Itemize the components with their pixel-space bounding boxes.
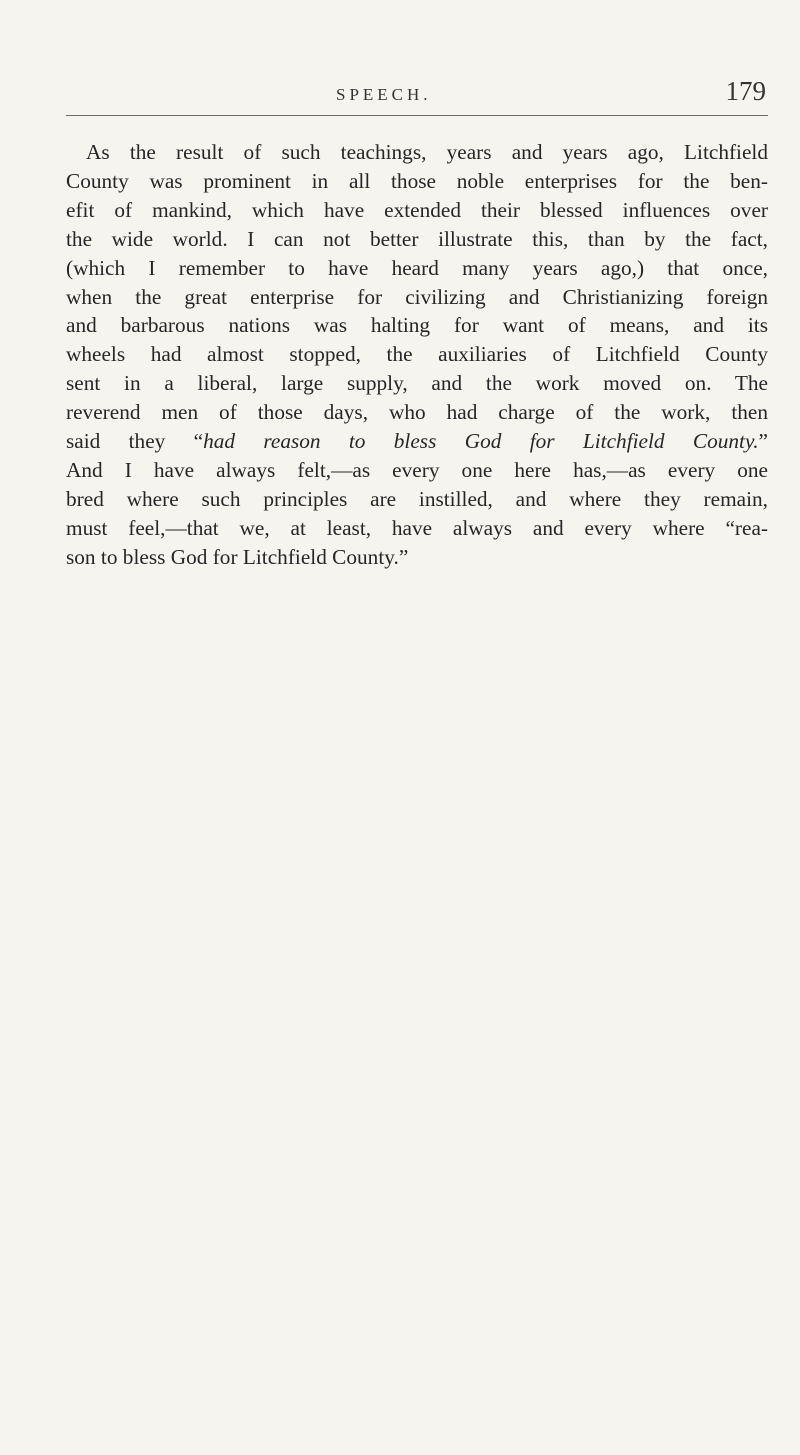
text-line: efit of mankind, which have extended their blessed influences over [66, 197, 768, 222]
text-line: bred where such principles are instilled, and where they remain, [66, 486, 768, 511]
body-paragraph [66, 138, 768, 572]
text-line: And I have always felt,—as every one here has,—as every one [66, 457, 768, 482]
text-line: reverend men of those days, who had charge of the work, then [66, 400, 768, 425]
text-line: sent in a liberal, large supply, and the work moved on. The [66, 371, 768, 396]
quote-prefix: said they “ [66, 429, 204, 454]
page-number: 179 [725, 76, 766, 106]
italic-quotation: had reason to bless God for Litchfield County. [203, 429, 759, 454]
running-title: SPEECH. [336, 85, 432, 104]
running-head [66, 76, 766, 116]
text-line-last: son to bless God for Litchfield County.” [66, 544, 409, 569]
text-line: when the great enterprise for civilizing and Christianizing foreign [66, 284, 768, 309]
text-line: and barbarous nations was halting for want of means, and its [66, 313, 768, 338]
text-line: wheels had almost stopped, the auxiliaries of Litchfield County [66, 342, 768, 367]
text-line: County was prominent in all those noble enterprises for the ben- [66, 168, 768, 193]
header-rule [66, 115, 768, 116]
text-line: must feel,—that we, at least, have always and every where “rea- [66, 515, 768, 540]
text-line: the wide world. I can not better illustrate this, than by the fact, [66, 226, 768, 251]
text-line-with-quote [66, 427, 768, 456]
text-line: (which I remember to have heard many years ago,) that once, [66, 255, 768, 280]
text-line: As the result of such teachings, years and years ago, Litchfield [86, 140, 768, 164]
quote-suffix: ” [758, 429, 768, 454]
